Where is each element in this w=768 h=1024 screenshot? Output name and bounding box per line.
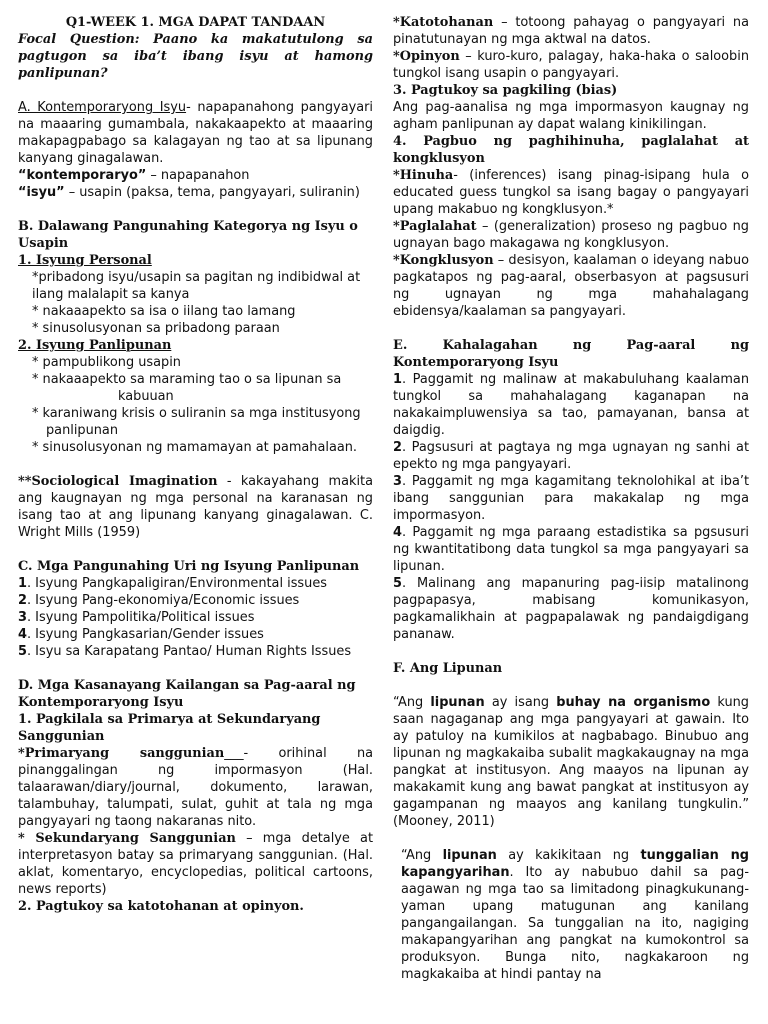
list-item: * pampublikong usapin bbox=[32, 355, 181, 370]
section-4-heading: 4. Pagbuo ng paghihinuha, paglalahat at kongklusyon bbox=[393, 134, 749, 166]
list-item-continuation: kabuuan bbox=[118, 389, 174, 404]
hinuha: *Hinuha- (inferences) isang pinag-isipang hula o educated guess tungkol sa isang bagay o pangyayari upang makabuo ng kongklusyon.* bbox=[393, 168, 749, 217]
section-f-heading: F. Ang Lipunan bbox=[393, 661, 503, 676]
definition-kontemporaryo: “kontemporaryo” – napapanahon bbox=[18, 168, 250, 183]
list-item: 2. Isyung Pang-ekonomiya/Economic issues bbox=[18, 593, 300, 608]
section-e-heading: E. Kahalagahan ng Pag-aaral ng Kontemporaryong Isyu bbox=[393, 338, 749, 370]
lipunan-quote-mooney: “Ang lipunan ay isang buhay na organismo kung saan nagaganap ang mga pangyayari at gawain. Ito ay patuloy na kumikilos at nagbabago. Binubuo ang lipunan ng magkakaiba subalit magkakaugnay na mga pangkat at institusyon. Ang maayos na lipunan ay makakamit kung ang bawat pangkat at institusyon ay gagampanan ng maayos ang kanilang tungkulin.” (Mooney, 2011) bbox=[393, 695, 749, 829]
isyung-personal-heading: 1. Isyung Personal bbox=[18, 253, 152, 268]
list-item: * sinusolusyonan ng mamamayan at pamahalaan. bbox=[32, 440, 358, 455]
list-item: *pribadong isyu/usapin sa pagitan ng indibidwal at ilang malalapit sa kanya bbox=[32, 270, 361, 302]
section-b-heading: B. Dalawang Pangunahing Kategorya ng Isyu o Usapin bbox=[18, 219, 358, 251]
opinyon: *Opinyon – kuro-kuro, palagay, haka-haka o saloobin tungkol isang usapin o pangyayari. bbox=[393, 49, 749, 81]
bias-text: Ang pag-aanalisa ng mga impormasyon kaugnay ng agham panlipunan ay dapat walang kinikilingan. bbox=[393, 100, 749, 132]
section-c-heading: C. Mga Pangunahing Uri ng Isyung Panlipunan bbox=[18, 559, 360, 574]
list-item: 1. Isyung Pangkapaligiran/Environmental issues bbox=[18, 576, 327, 591]
list-item: 1. Paggamit ng malinaw at makabuluhang kaalaman tungkol sa mahahalagang kaganapan na nakakaimpluwensiya sa tao, pamayanan, bansa at daigdig. bbox=[393, 372, 749, 438]
section-a-heading: A. Kontemporaryong Isyu bbox=[18, 100, 187, 115]
katotohanan: *Katotohanan – totoong pahayag o pangyayari na pinatutunayan ng mga aktwal na datos. bbox=[393, 15, 749, 47]
list-item: * karaniwang krisis o suliranin sa mga institusyong bbox=[32, 406, 361, 421]
sociological-imagination: **Sociological Imagination - kakayahang makita ang kaugnayan ng mga personal na karanasan ng isang tao at ang lipunang kanyang ginagalawan. C. Wright Mills (1959) bbox=[18, 474, 373, 540]
section-a-body: - napapanahong pangyayari na maaaring gumambala, nakakaapekto at maaaring makapagpabago sa kalagayan ng tao at sa lipunang kanyang ginagalawan. bbox=[18, 100, 373, 166]
isyung-panlipunan-heading: 2. Isyung Panlipunan bbox=[18, 338, 172, 353]
kongklusyon: *Kongklusyon – desisyon, kaalaman o ideyang nabuo pagkatapos ng pag-aaral, obserbasyon at pagsusuri ng ugnayan ng mga mahahalagang ebidensya/kaalaman sa pangyayari. bbox=[393, 253, 749, 319]
section-d-sub1: 1. Pagkilala sa Primarya at Sekundaryang Sanggunian bbox=[18, 712, 321, 744]
section-d-sub2: 2. Pagtukoy sa katotohanan at opinyon. bbox=[18, 899, 304, 914]
list-item: 3. Paggamit ng mga kagamitang teknolohikal at iba’t ibang sanggunian para makakalap ng mga impormasyon. bbox=[393, 474, 749, 523]
list-item: * nakaaapekto sa maraming tao o sa lipunan sa bbox=[32, 372, 342, 387]
lipunan-quote-tunggalian: “Ang lipunan ay kakikitaan ng tunggalian ng kapangyarihan. Ito ay nabubuo dahil sa pag-aagawan ng mga tao sa limitadong pinagkukunang-yaman upang matugunan ang kanilang pangangailangan. Sa tunggalian na ito, nagiging makapangyarihan ang pangkat na kumokontrol sa produksyon. Bunga nito, nagkakaroon ng magkakaiba at hindi pantay na bbox=[401, 848, 749, 982]
definition-isyu: “isyu” – usapin (paksa, tema, pangyayari, suliranin) bbox=[18, 185, 360, 200]
list-item: * sinusolusyonan sa pribadong paraan bbox=[32, 321, 280, 336]
left-column bbox=[18, 14, 373, 1024]
paglalahat: *Paglalahat – (generalization) proseso ng pagbuo ng ugnayan bago makagawa ng kongklusyon. bbox=[393, 219, 749, 251]
list-item: 3. Isyung Pampolitika/Political issues bbox=[18, 610, 255, 625]
page-title: Q1-WEEK 1. MGA DAPAT TANDAAN bbox=[65, 15, 326, 30]
list-item: 4. Paggamit ng mga paraang estadistika sa pgsusuri ng kwantitatibong data tungkol sa mga pangyayari sa lipunan. bbox=[393, 525, 749, 574]
bias-heading: 3. Pagtukoy sa pagkiling (bias) bbox=[393, 83, 618, 98]
section-d-heading: D. Mga Kasanayang Kailangan sa Pag-aaral ng Kontemporaryong Isyu bbox=[18, 678, 356, 710]
list-item: 2. Pagsusuri at pagtaya ng mga ugnayan ng sanhi at epekto ng mga pangyayari. bbox=[393, 440, 749, 472]
list-item: 5. Malinang ang mapanuring pag-iisip matalinong pagpapasya, mabisang komunikasyon, pagkamalikhain at pagpapalawak ng pandaigdigang pananaw. bbox=[393, 576, 749, 642]
list-item: 4. Isyung Pangkasarian/Gender issues bbox=[18, 627, 264, 642]
section-e-list bbox=[393, 371, 749, 643]
section-c-list bbox=[18, 575, 373, 660]
list-item-continuation: panlipunan bbox=[46, 423, 119, 438]
list-item: 5. Isyu sa Karapatang Pantao/ Human Rights Issues bbox=[18, 644, 352, 659]
section-a bbox=[18, 99, 373, 167]
sekundaryang-sanggunian: * Sekundaryang Sanggunian – mga detalye at interpretasyon batay sa primaryang sanggunian. (Hal. aklat, komentaryo, encyclopedias, political cartoons, news reports) bbox=[18, 831, 374, 897]
primaryang-sanggunian: *Primaryang sanggunian___- orihinal na pinanggalingan ng impormasyon (Hal. talaarawan/diary/journal, dokumento, larawan, talambuhay, talumpati, sulat, guhit at tala ng mga pangyayari ng taong nakaranas nito. bbox=[18, 746, 374, 829]
right-column bbox=[393, 14, 749, 1024]
focal-question: Focal Question: Paano ka makatutulong sa pagtugon sa iba’t ibang isyu at hamong panlipunan? bbox=[18, 32, 373, 81]
list-item: * nakaaapekto sa isa o iilang tao lamang bbox=[32, 304, 296, 319]
